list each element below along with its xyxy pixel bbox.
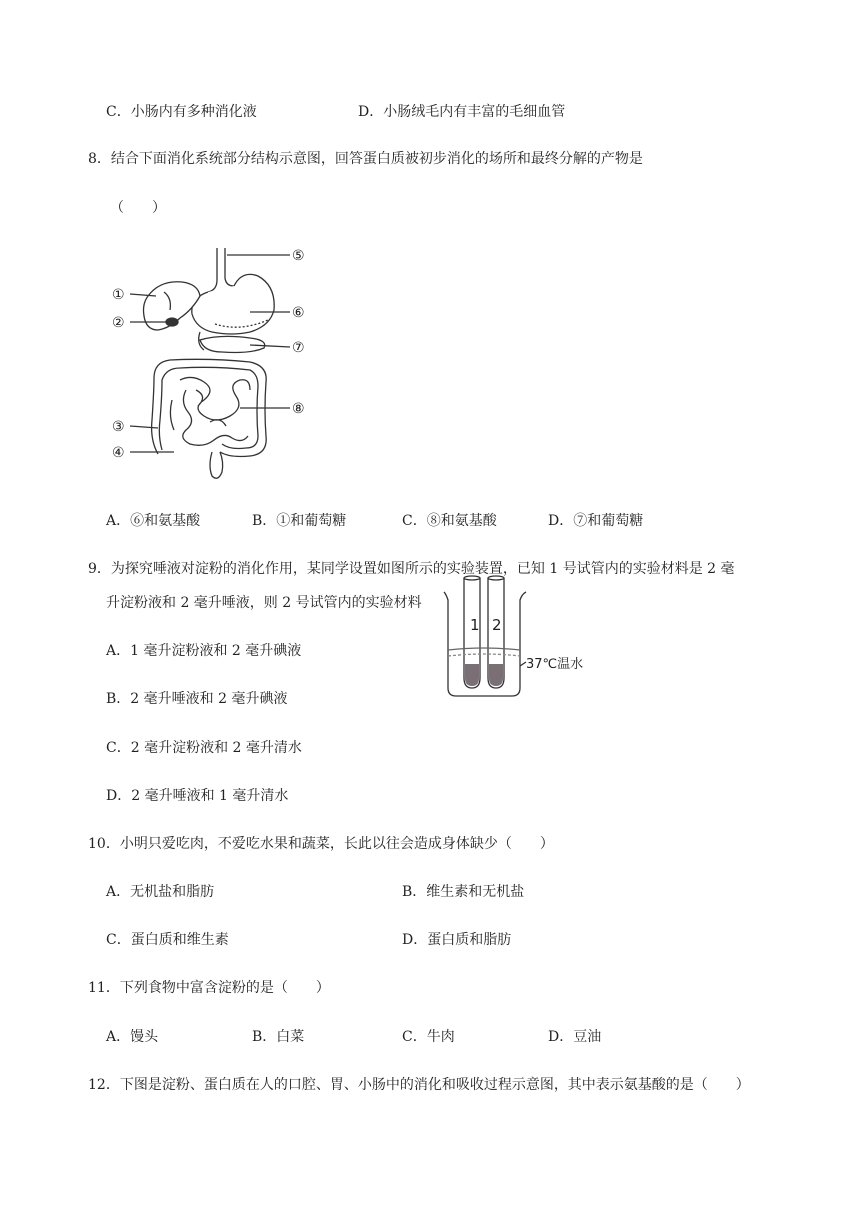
digestive-system-diagram: [100, 240, 330, 485]
esophagus: [208, 248, 217, 292]
pancreas: [200, 336, 265, 352]
label-3: ③: [112, 419, 125, 435]
label-1: ①: [112, 287, 125, 303]
q11-option-a: A．馒头: [106, 1029, 159, 1045]
q10-option-c: C．蛋白质和维生素: [106, 932, 229, 948]
q9-option-d: D．2 毫升唾液和 1 毫升清水: [106, 788, 289, 804]
label-2: ②: [112, 315, 125, 331]
q8-option-b: B．①和葡萄糖: [252, 513, 347, 529]
tube-1-label: 1: [470, 616, 480, 634]
label-6: ⑥: [292, 305, 305, 321]
small-intestine: [170, 377, 250, 445]
gallbladder: [166, 318, 178, 326]
tube-2-label: 2: [492, 616, 502, 634]
q10-stem: 10．小明只爱吃肉，不爱吃水果和蔬菜，长此以往会造成身体缺少（ ）: [88, 836, 554, 852]
q11-option-d: D．豆油: [548, 1029, 602, 1045]
q11-option-b: B．白菜: [252, 1029, 305, 1045]
q10-option-a: A．无机盐和脂肪: [106, 884, 215, 900]
q8-option-a: A．⑥和氨基酸: [106, 513, 201, 529]
beaker: [444, 592, 526, 696]
q9-option-b: B．2 毫升唾液和 2 毫升碘液: [106, 691, 288, 707]
label-7: ⑦: [292, 340, 305, 356]
beaker-experiment-diagram: [436, 570, 606, 700]
label-5: ⑤: [292, 248, 305, 264]
water-temperature-label: 37℃温水: [526, 657, 584, 672]
q8-option-d: D．⑦和葡萄糖: [548, 513, 644, 529]
q11-option-c: C．牛肉: [402, 1029, 455, 1045]
stomach: [192, 274, 274, 334]
label-8: ⑧: [292, 401, 305, 417]
q9-stem-line2: 升淀粉液和 2 毫升唾液，则 2 号试管内的实验材料: [106, 595, 422, 611]
q7-option-d: D．小肠绒毛内有丰富的毛细血管: [358, 104, 566, 120]
q9-option-c: C．2 毫升淀粉液和 2 毫升清水: [106, 740, 302, 756]
q11-stem: 11．下列食物中富含淀粉的是（ ）: [88, 980, 330, 996]
q8-answer-blank: （ ）: [110, 200, 166, 216]
q9-option-a: A．1 毫升淀粉液和 2 毫升碘液: [106, 643, 302, 659]
label-4: ④: [112, 445, 125, 461]
q12-stem: 12．下图是淀粉、蛋白质在人的口腔、胃、小肠中的消化和吸收过程示意图，其中表示氨基酸的是（ ）: [88, 1077, 750, 1093]
q9-stem-line1: 9．为探究唾液对淀粉的消化作用，某同学设置如图所示的实验装置，已知 1 号试管内的实验材料是 2 毫: [88, 561, 735, 577]
q8-stem: 8．结合下面消化系统部分结构示意图，回答蛋白质被初步消化的场所和最终分解的产物是: [88, 151, 643, 167]
q10-option-b: B．维生素和无机盐: [402, 884, 525, 900]
q8-option-c: C．⑧和氨基酸: [402, 513, 497, 529]
q7-option-c: C．小肠内有多种消化液: [106, 104, 257, 120]
q10-option-d: D．蛋白质和脂肪: [402, 932, 512, 948]
